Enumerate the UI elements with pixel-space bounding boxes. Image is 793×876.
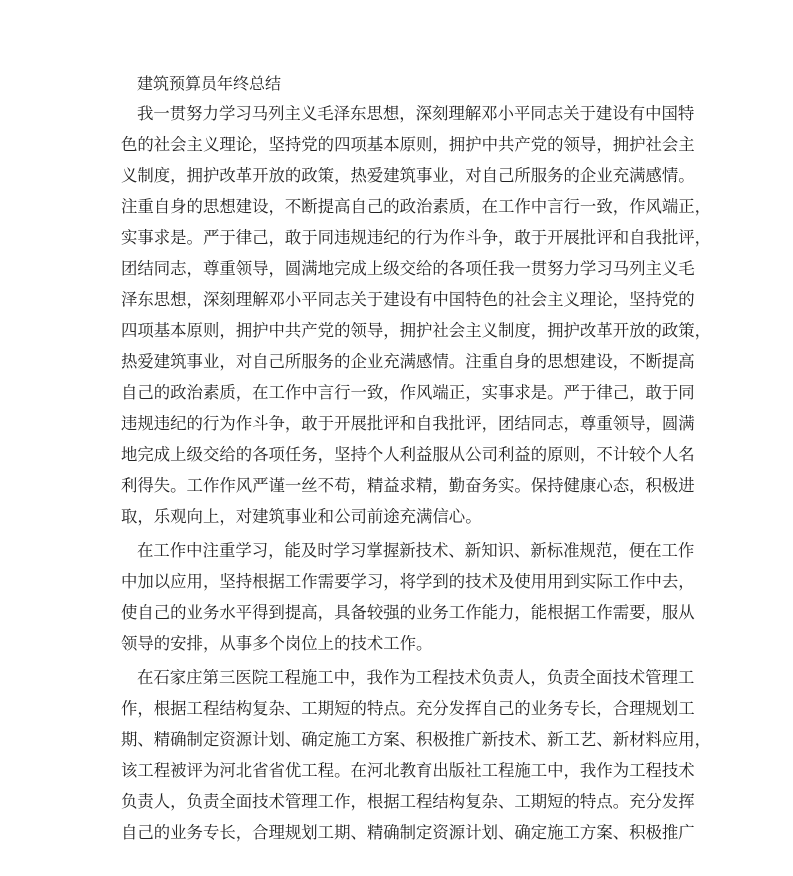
paragraph-1-line-3: 义制度，拥护改革开放的政策，热爱建筑事业，对自己所服务的企业充满感情。 [121,166,695,185]
paragraph-1-line-4: 注重自身的思想建设，不断提高自己的政治素质，在工作中言行一致，作风端正， [121,197,712,216]
paragraph-1-line-2: 色的社会主义理论，坚持党的四项基本原则，拥护中共产党的领导，拥护社会主 [121,135,695,154]
paragraph-1-line-11: 违规违纪的行为作斗争，敢于开展批评和自我批评，团结同志，尊重领导，圆满 [121,414,695,433]
paragraph-3-line-3: 期、精确制定资源计划、确定施工方案、积极推广新技术、新工艺、新材料应用， [121,730,712,749]
paragraph-1-line-13: 利得失。工作作风严谨一丝不苟，精益求精，勤奋务实。保持健康心态，积极进 [121,476,695,495]
paragraph-3-line-6: 自己的业务专长，合理规划工期、精确制定资源计划、确定施工方案、积极推广 [121,823,695,842]
paragraph-2-line-4: 领导的安排，从事多个岗位上的技术工作。 [121,634,433,653]
paragraph-1-line-5: 实事求是。严于律己，敢于同违规违纪的行为作斗争，敢于开展批评和自我批评， [121,228,712,247]
paragraph-2-line-1: 在工作中注重学习，能及时学习掌握新技术、新知识、新标准规范，便在工作 [137,541,695,560]
paragraph-1-line-10: 自己的政治素质，在工作中言行一致，作风端正，实事求是。严于律己，敢于同 [121,383,695,402]
paragraph-2-line-2: 中加以应用，坚持根据工作需要学习，将学到的技术及使用用到实际工作中去， [121,572,695,591]
paragraph-1-line-9: 热爱建筑事业，对自己所服务的企业充满感情。注重自身的思想建设，不断提高 [121,352,695,371]
paragraph-1-line-8: 四项基本原则，拥护中共产党的领导，拥护社会主义制度，拥护改革开放的政策， [121,321,712,340]
paragraph-1-line-6: 团结同志，尊重领导，圆满地完成上级交给的各项任我一贯努力学习马列主义毛 [121,259,695,278]
paragraph-1-line-14: 取，乐观向上，对建筑事业和公司前途充满信心。 [121,507,482,526]
paragraph-3-line-5: 负责人，负责全面技术管理工作，根据工程结构复杂、工期短的特点。充分发挥 [121,792,695,811]
paragraph-3-line-4: 该工程被评为河北省省优工程。在河北教育出版社工程施工中，我作为工程技术 [121,761,695,780]
document-title: 建筑预算员年终总结 [137,74,282,93]
paragraph-1-line-12: 地完成上级交给的各项任务，坚持个人利益服从公司利益的原则，不计较个人名 [121,445,695,464]
paragraph-3-line-2: 作，根据工程结构复杂、工期短的特点。充分发挥自己的业务专长，合理规划工 [121,699,695,718]
paragraph-3-line-1: 在石家庄第三医院工程施工中，我作为工程技术负责人，负责全面技术管理工 [137,668,695,687]
paragraph-1-line-7: 泽东思想，深刻理解邓小平同志关于建设有中国特色的社会主义理论，坚持党的 [121,290,695,309]
paragraph-2-line-3: 使自己的业务水平得到提高，具备较强的业务工作能力，能根据工作需要，服从 [121,603,695,622]
paragraph-1-line-1: 我一贯努力学习马列主义毛泽东思想，深刻理解邓小平同志关于建设有中国特 [137,104,695,123]
